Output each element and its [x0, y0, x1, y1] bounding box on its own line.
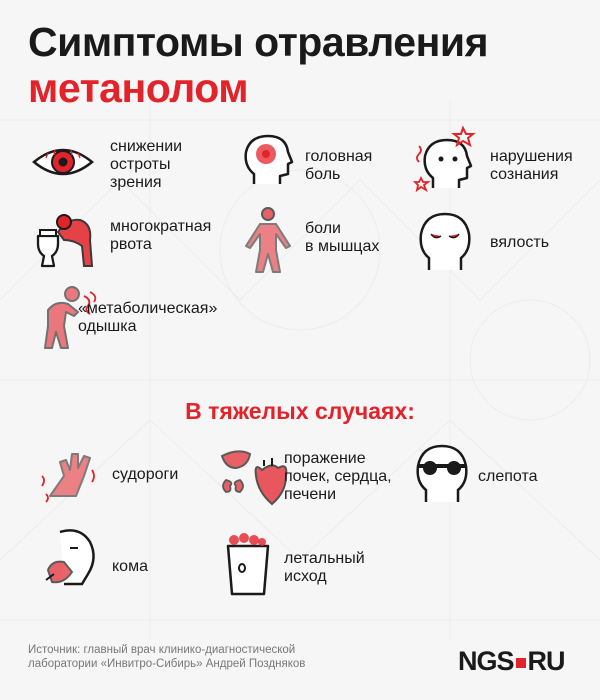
page-title: Симптомы отравления — [28, 19, 488, 65]
symptom-vomiting — [34, 206, 244, 272]
symptom-label: судороги — [112, 466, 179, 483]
symptom-label: снижении остроты зрения — [110, 138, 183, 191]
symptom-headache — [240, 132, 400, 192]
vomiting-person-icon — [34, 206, 100, 272]
cramping-hand-icon — [40, 446, 96, 502]
symptom-label: кома — [112, 558, 148, 575]
symptom-label: поражение почек, сердца, печени — [284, 450, 392, 503]
symptom-label: летальный исход — [284, 550, 365, 585]
symptom-consciousness — [415, 126, 595, 196]
symptom-muscle-pain — [240, 206, 410, 276]
headache-icon — [240, 132, 296, 192]
symptom-label: нарушения сознания — [490, 148, 573, 183]
symptom-label: вялость — [490, 234, 550, 251]
logo-tld: RU — [527, 646, 565, 676]
symptom-label: головная боль — [305, 148, 373, 183]
symptom-vision — [30, 132, 230, 192]
severe-death — [222, 532, 422, 598]
dizzy-head-icon — [415, 126, 481, 196]
severe-cases-heading: В тяжелых случаях: — [185, 398, 415, 424]
symptom-label: «метаболическая» одышка — [78, 300, 218, 335]
severe-blindness — [410, 440, 590, 506]
logo-square-icon — [516, 658, 526, 668]
severe-organ-damage — [218, 446, 418, 512]
symptom-label: боли в мышцах — [305, 220, 380, 255]
symptom-breathlessness — [38, 280, 298, 352]
symptom-label: многократная рвота — [110, 218, 212, 253]
severe-cramps — [40, 446, 220, 506]
logo-brand: NGS — [458, 646, 514, 676]
tired-face-icon — [415, 208, 477, 274]
symptom-label: слепота — [478, 468, 538, 485]
coffin-icon — [222, 532, 274, 596]
organs-icon — [218, 446, 288, 510]
eye-icon — [30, 132, 96, 188]
source-credit: Источник: главный врач клинико-диагностической лаборатории «Инвитро-Сибирь» Андрей Поздняков — [28, 644, 306, 670]
severe-coma — [40, 524, 200, 594]
ngs-logo[interactable] — [458, 646, 565, 677]
coma-head-icon — [40, 524, 102, 590]
muscle-pain-body-icon — [240, 206, 298, 276]
symptom-lethargy — [415, 208, 585, 274]
page-title-accent: метанолом — [28, 65, 249, 111]
blind-head-icon — [410, 440, 474, 506]
